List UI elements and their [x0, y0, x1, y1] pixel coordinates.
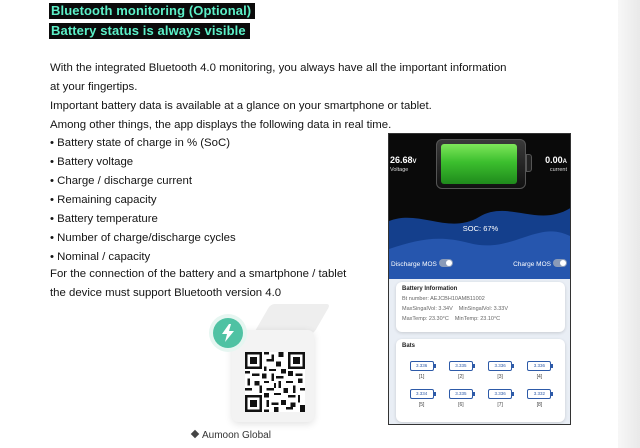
- cell-index: [3]: [497, 374, 503, 380]
- voltage-unit: V: [412, 159, 417, 165]
- intro-paragraph: [50, 59, 550, 135]
- outro-line: the device must support Bluetooth version 4.0: [50, 287, 282, 299]
- cell-index: [2]: [458, 374, 464, 380]
- cell-voltage: 3.335: [449, 361, 473, 371]
- battery-info-card: [396, 282, 565, 332]
- intro-line: at your fingertips.: [50, 81, 138, 93]
- cell-voltage: 3.336: [488, 361, 512, 371]
- feature-item: • Battery state of charge in % (SoC): [50, 134, 236, 153]
- outro-paragraph: [50, 265, 380, 303]
- section-title: Bluetooth monitoring (Optional): [49, 3, 255, 19]
- cell-item: [402, 382, 441, 408]
- cell-item: [441, 354, 480, 380]
- battery-icon: [436, 139, 526, 189]
- current-value: 0.00: [545, 155, 563, 165]
- feature-item: • Remaining capacity: [50, 191, 236, 210]
- cell-index: [7]: [497, 402, 503, 408]
- discharge-mos-label: Discharge MOS: [391, 261, 437, 268]
- cell-index: [6]: [458, 402, 464, 408]
- cell-index: [1]: [418, 374, 425, 380]
- current-label: current: [549, 167, 567, 173]
- cells-title: Bats: [402, 343, 416, 349]
- cells-card: [396, 339, 565, 422]
- battery-cap-icon: [526, 154, 532, 172]
- cell-voltage: 3.336: [527, 361, 551, 371]
- voltage-value: 26.68: [390, 155, 413, 165]
- charge-mos-label: Charge MOS: [513, 261, 551, 268]
- app-screenshot: [388, 133, 571, 425]
- min-temperature: MinTemp: 23.10°C: [454, 316, 501, 322]
- feature-list: [50, 134, 236, 267]
- bt-number: Bt number: AEJCBH10AMB11002: [402, 296, 485, 302]
- discharge-toggle-icon[interactable]: [439, 259, 453, 267]
- feature-item: • Nominal / capacity: [50, 248, 236, 267]
- charge-mos-switch[interactable]: [513, 259, 567, 268]
- discharge-mos-switch[interactable]: [391, 259, 453, 268]
- brand-diamond-icon: [191, 430, 199, 438]
- feature-item: • Battery temperature: [50, 210, 236, 229]
- temperature-row: [402, 314, 559, 324]
- cell-index: [4]: [536, 374, 543, 380]
- cell-voltage: 3.336: [410, 361, 434, 371]
- cell-item: [520, 382, 559, 408]
- cell-index: [8]: [536, 402, 543, 408]
- single-voltage-row: [402, 304, 559, 314]
- intro-line: Among other things, the app displays the following data in real time.: [50, 119, 392, 131]
- max-temperature: MaxTemp: 23.30°C: [402, 316, 449, 322]
- min-single-voltage: MinSingalVol: 3.33V: [458, 306, 508, 312]
- voltage-label: Voltage: [390, 167, 409, 173]
- charge-toggle-icon[interactable]: [553, 259, 567, 267]
- feature-item: • Battery voltage: [50, 153, 236, 172]
- cell-item: [481, 354, 520, 380]
- lightning-bolt-icon: [213, 318, 243, 348]
- feature-item: • Charge / discharge current: [50, 172, 236, 191]
- page-edge-shadow: [618, 0, 640, 448]
- battery-info-title: Battery Information: [402, 286, 458, 292]
- intro-line: With the integrated Bluetooth 4.0 monitoring, you always have all the important information: [50, 62, 507, 74]
- cell-item: [481, 382, 520, 408]
- outro-line: For the connection of the battery and a smartphone / tablet: [50, 268, 347, 280]
- qr-code-icon[interactable]: [245, 352, 305, 412]
- cell-voltage: 3.334: [410, 389, 434, 399]
- cell-item: [402, 354, 441, 380]
- brand-name: Aumoon Global: [202, 430, 271, 441]
- intro-line: Important battery data is available at a glance on your smartphone or tablet.: [50, 100, 432, 112]
- feature-item: • Number of charge/discharge cycles: [50, 229, 236, 248]
- section-subtitle: Battery status is always visible: [49, 23, 250, 39]
- soc-readout: SOC: 67%: [462, 224, 499, 233]
- max-single-voltage: MaxSingalVol: 3.34V: [402, 306, 453, 312]
- battery-charge-level: [441, 144, 517, 184]
- cell-item: [441, 382, 480, 408]
- current-readout: [545, 155, 567, 165]
- cell-voltage: 3.336: [488, 389, 512, 399]
- current-unit: A: [562, 159, 567, 165]
- cell-grid: [402, 354, 559, 408]
- voltage-readout: [390, 155, 417, 165]
- cell-voltage: 3.335: [449, 389, 473, 399]
- cell-voltage: 3.332: [527, 389, 551, 399]
- cell-item: [520, 354, 559, 380]
- brand-label: [192, 430, 271, 441]
- cell-index: [5]: [418, 402, 425, 408]
